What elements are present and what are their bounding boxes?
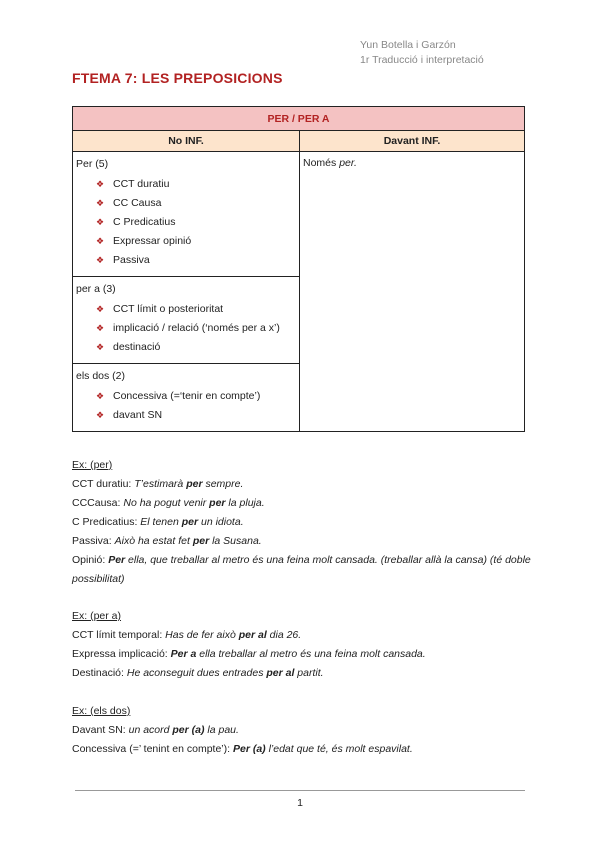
- author-name: Yun Botella i Garzón: [360, 39, 456, 51]
- example-row: CCT límit temporal: Has de fer això per al dia 26.: [72, 629, 302, 641]
- examples-els-dos: [72, 702, 413, 759]
- course-name: 1r Traducció i interpretació: [360, 54, 484, 66]
- diamond-bullet-icon: ❖: [96, 391, 105, 401]
- prepositions-table: [72, 106, 525, 432]
- example-row: Opinió: Per ella, que treballar al metro és una feina molt cansada. (treballar allà la cansa) (té doble possibilitat): [72, 554, 531, 585]
- section-heading: Ex: (els dos): [72, 705, 131, 717]
- diamond-bullet-icon: ❖: [96, 217, 105, 227]
- group-per: [73, 152, 299, 277]
- example-row: Destinació: He aconseguit dues entrades per al partit.: [72, 667, 324, 679]
- example-row: Concessiva (=’ tenint en compte’): Per (a) l’edat que té, és molt espavilat.: [72, 743, 413, 755]
- list-item: ❖ implicació / relació (‘només per a x’): [96, 319, 296, 338]
- example-row: CCT duratiu: T’estimarà per sempre.: [72, 478, 244, 490]
- list-item: ❖ destinació: [96, 338, 296, 357]
- diamond-bullet-icon: ❖: [96, 410, 105, 420]
- page-title: FTEMA 7: LES PREPOSICIONS: [72, 70, 283, 86]
- column-header-davant-inf: Davant INF.: [300, 131, 525, 152]
- list-item: ❖ Concessiva (=‘tenir en compte’): [96, 387, 296, 406]
- group-els-dos: [73, 364, 299, 431]
- diamond-bullet-icon: ❖: [96, 236, 105, 246]
- example-row: CCCausa: No ha pogut venir per la pluja.: [72, 497, 265, 509]
- diamond-bullet-icon: ❖: [96, 304, 105, 314]
- group-per-a: [73, 277, 299, 364]
- section-heading: Ex: (per a): [72, 610, 122, 622]
- example-row: Passiva: Això ha estat fet per la Susana.: [72, 535, 262, 547]
- examples-per-a: [72, 607, 426, 683]
- list-item: ❖ C Predicatius: [96, 213, 296, 232]
- example-row: C Predicatius: El tenen per un idiota.: [72, 516, 244, 528]
- group-heading: Per (5): [76, 158, 109, 170]
- list-item: ❖ CC Causa: [96, 194, 296, 213]
- page-number: 1: [297, 797, 303, 809]
- column-header-no-inf: No INF.: [73, 131, 300, 152]
- diamond-bullet-icon: ❖: [96, 342, 105, 352]
- example-row: Expressa implicació: Per a ella treballar al metro és una feina molt cansada.: [72, 648, 426, 660]
- list-item: ❖ Expressar opinió: [96, 232, 296, 251]
- footer-divider: [75, 790, 525, 791]
- group-heading: per a (3): [76, 283, 116, 295]
- page-header: [360, 38, 484, 68]
- group-heading: els dos (2): [76, 370, 126, 382]
- list-item: ❖ CCT duratiu: [96, 175, 296, 194]
- table-title: PER / PER A: [73, 107, 525, 131]
- diamond-bullet-icon: ❖: [96, 323, 105, 333]
- diamond-bullet-icon: ❖: [96, 255, 105, 265]
- diamond-bullet-icon: ❖: [96, 179, 105, 189]
- section-heading: Ex: (per): [72, 459, 113, 471]
- list-item: ❖ Passiva: [96, 251, 296, 270]
- davant-inf-cell: [300, 152, 525, 432]
- list-item: ❖ CCT límit o posterioritat: [96, 300, 296, 319]
- usage-groups-cell: [73, 152, 300, 432]
- example-row: Davant SN: un acord per (a) la pau.: [72, 724, 239, 736]
- examples-per: [72, 456, 532, 589]
- diamond-bullet-icon: ❖: [96, 198, 105, 208]
- right-text-emphasis: per.: [339, 157, 357, 169]
- right-text: Només: [303, 157, 340, 169]
- list-item: ❖ davant SN: [96, 406, 296, 425]
